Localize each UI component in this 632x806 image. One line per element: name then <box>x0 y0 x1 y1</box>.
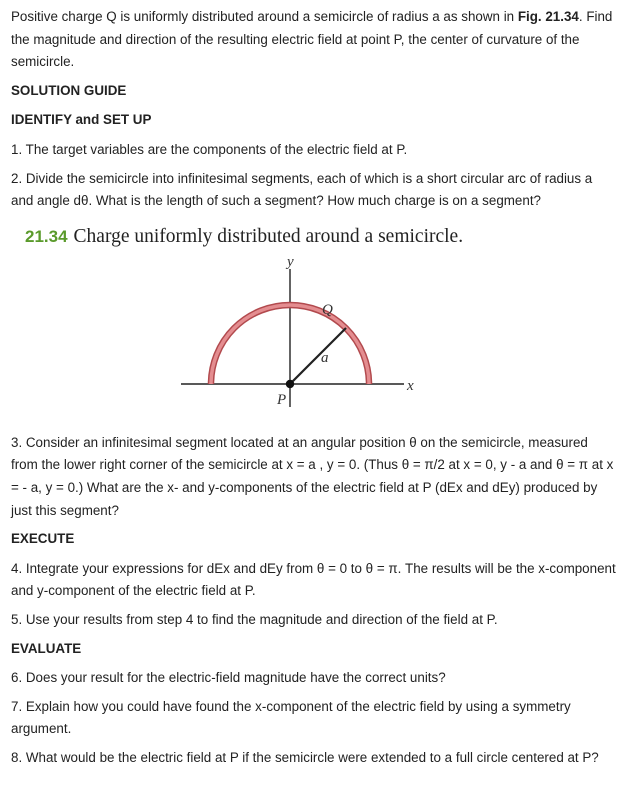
y-axis-label: y <box>287 253 294 270</box>
step-6: 6. Does your result for the electric-field magnitude have the correct units? <box>11 670 446 686</box>
intro-text: Positive charge Q is uniformly distributed around a semicircle of radius a as shown in <box>11 9 518 24</box>
figure-caption <box>25 223 617 251</box>
step-3: 3. Consider an infinitesimal segment located at an angular position θ on the semicircle, measured from the lower right corner of the semicircle at x = a , y = 0. (Thus θ = π/2 at x = 0, y - a and θ = π at x = - a, y = 0.) What are the x- and y-components of the electric field at P (dEx and dEy) produced by just this segment? <box>11 434 614 518</box>
radius-label: a <box>321 349 329 366</box>
figure-caption-text: Charge uniformly distributed around a semicircle. <box>73 225 464 247</box>
point-p-label: P <box>277 391 287 408</box>
heading-solution-guide: SOLUTION GUIDE <box>11 82 127 98</box>
step-8: 8. What would be the electric field at P if the semicircle were extended to a full circle centered at P? <box>11 749 599 765</box>
step-4: 4. Integrate your expressions for dEx and dEy from θ = 0 to θ = π. The results will be the x-component and y-component of the electric field at P. <box>11 560 616 599</box>
semicircle-diagram <box>11 251 617 426</box>
radius-line <box>290 328 346 384</box>
step-2: 2. Divide the semicircle into infinitesimal segments, each of which is a short circular arc of radius a and angle dθ. What is the length of such a segment? How much charge is on a segment? <box>11 170 593 209</box>
intro-text-end: . Find the magnitude and direction of the resulting electric field at point P, the center of curvature of the semicircle. <box>11 9 613 70</box>
step-7: 7. Explain how you could have found the x-component of the electric field by using a symmetry argument. <box>11 698 571 737</box>
heading-identify: IDENTIFY and SET UP <box>11 112 152 128</box>
problem-statement <box>11 6 617 74</box>
x-axis-label: x <box>407 377 414 394</box>
semicircle-figure <box>11 251 617 426</box>
step-5: 5. Use your results from step 4 to find the magnitude and direction of the field at P. <box>11 611 498 627</box>
heading-evaluate: EVALUATE <box>11 640 82 656</box>
document <box>11 6 617 775</box>
point-p <box>286 380 294 388</box>
charge-label: Q <box>322 301 333 318</box>
figure-number: 21.34 <box>25 226 68 246</box>
step-1: 1. The target variables are the components of the electric field at P. <box>11 141 408 157</box>
figure-reference: Fig. 21.34 <box>517 9 579 24</box>
heading-execute: EXECUTE <box>11 531 75 547</box>
